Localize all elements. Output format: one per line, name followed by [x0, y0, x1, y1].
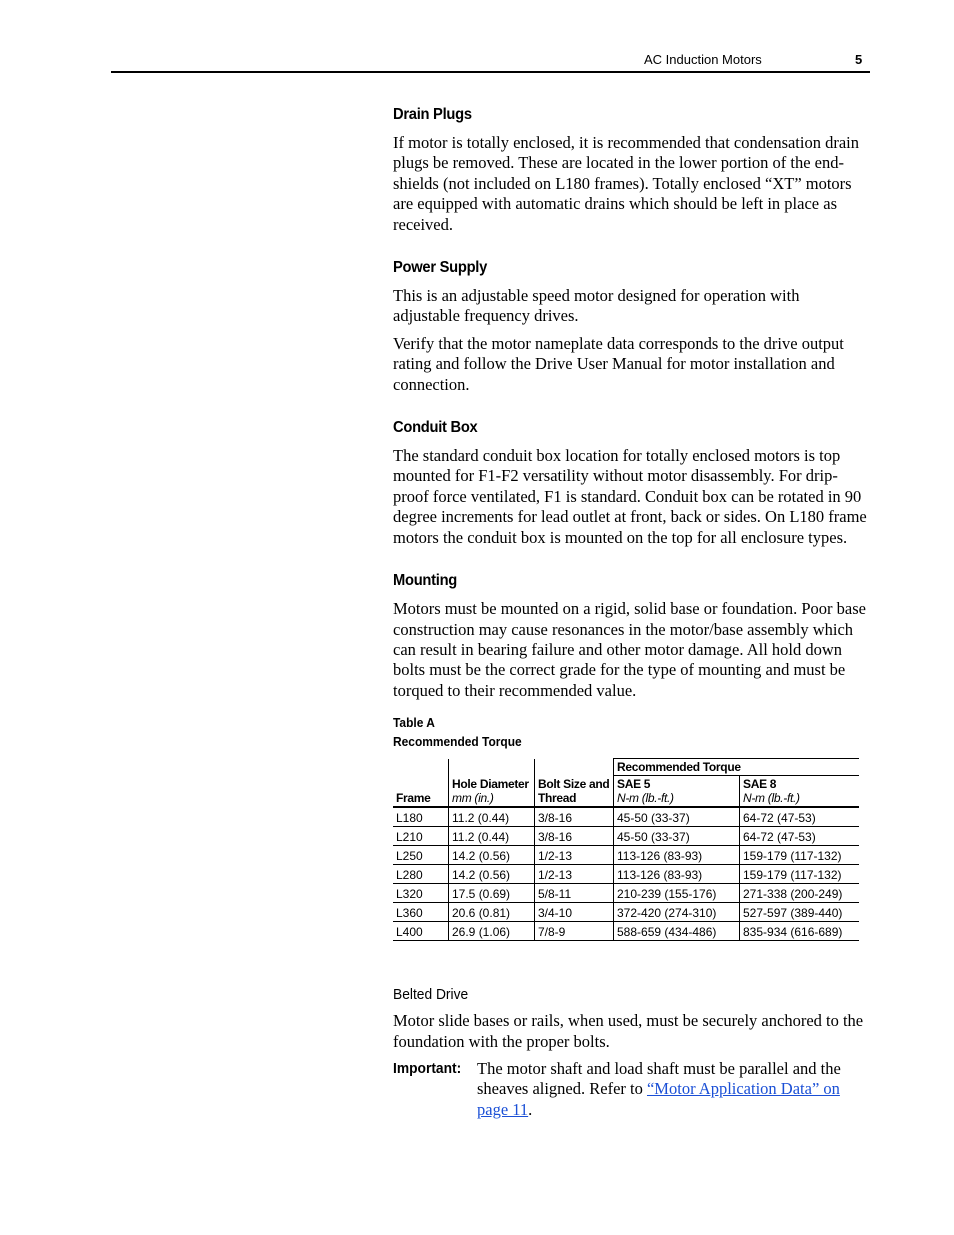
belted-drive-heading: Belted Drive — [393, 986, 469, 1004]
cell-sae8: 527-597 (389-440) — [740, 903, 860, 922]
cell-frame: L400 — [393, 922, 449, 941]
table-row — [393, 922, 859, 941]
important-label: Important: — [393, 1059, 462, 1077]
cell-sae5: 45-50 (33-37) — [614, 807, 740, 827]
cell-frame: L280 — [393, 865, 449, 884]
page-number: 5 — [855, 52, 863, 67]
table-row — [393, 865, 859, 884]
cell-sae5: 372-420 (274-310) — [614, 903, 740, 922]
cell-sae5: 113-126 (83-93) — [614, 846, 740, 865]
table-label: Table A — [393, 715, 435, 731]
col-header-frame: Frame — [393, 759, 449, 808]
cell-bolt-size: 5/8-11 — [535, 884, 614, 903]
section-paragraph: Motors must be mounted on a rigid, solid base or foundation. Poor base construction may cause resonances in the motor/base assembly which can result in bearing failure and other motor damage. All hold down bolts must be the correct grade for the type of mounting and must be torqued to their recommended value. — [393, 599, 866, 700]
section-paragraph: Verify that the motor nameplate data corresponds to the drive output rating and follow the Drive User Manual for motor installation and connection. — [393, 333, 844, 394]
cell-bolt-size: 1/2-13 — [535, 865, 614, 884]
section-conduit-box — [393, 419, 868, 548]
col-header-bolt-size: Bolt Size and Thread — [535, 759, 614, 808]
cell-sae8: 64-72 (47-53) — [740, 807, 860, 827]
table-row — [393, 827, 859, 846]
running-header-title: AC Induction Motors — [644, 52, 762, 67]
section-paragraph: If motor is totally enclosed, it is recommended that condensation drain plugs be removed. These are located in the lower portion of the end-shields (not included on L180 frames). Totally enclosed “XT” motors are equipped with automatic drains which should be left in place as received. — [393, 133, 860, 234]
cell-frame: L210 — [393, 827, 449, 846]
cell-frame: L320 — [393, 884, 449, 903]
cell-bolt-size: 3/8-16 — [535, 807, 614, 827]
cell-hole-diameter: 20.6 (0.81) — [449, 903, 535, 922]
table-row — [393, 884, 859, 903]
cell-hole-diameter: 14.2 (0.56) — [449, 865, 535, 884]
section-mounting — [393, 572, 868, 701]
cell-sae5: 113-126 (83-93) — [614, 865, 740, 884]
motor-application-data-link[interactable]: “Motor Application Data” on page 11 — [477, 1079, 840, 1119]
hole-diameter-unit: mm (in.) — [452, 791, 494, 806]
cell-sae5: 45-50 (33-37) — [614, 827, 740, 846]
col-header-sae5: SAE 5 N-m (lb.-ft.) — [614, 776, 740, 808]
cell-bolt-size: 7/8-9 — [535, 922, 614, 941]
cell-hole-diameter: 11.2 (0.44) — [449, 807, 535, 827]
recommended-torque-table — [393, 758, 859, 941]
col-header-sae8: SAE 8 N-m (lb.-ft.) — [740, 776, 860, 808]
cell-bolt-size: 1/2-13 — [535, 846, 614, 865]
cell-hole-diameter: 14.2 (0.56) — [449, 846, 535, 865]
cell-hole-diameter: 11.2 (0.44) — [449, 827, 535, 846]
cell-bolt-size: 3/8-16 — [535, 827, 614, 846]
section-power-supply — [393, 259, 868, 395]
table-row — [393, 903, 859, 922]
section-paragraph: This is an adjustable speed motor designed for operation with adjustable frequency drives. — [393, 286, 800, 326]
cell-sae5: 210-239 (155-176) — [614, 884, 740, 903]
table-row — [393, 846, 859, 865]
table-title: Recommended Torque — [393, 734, 522, 750]
cell-hole-diameter: 26.9 (1.06) — [449, 922, 535, 941]
main-content — [393, 106, 868, 1127]
section-paragraph: The standard conduit box location for totally enclosed motors is top mounted for F1-F2 versatility without motor disassembly. For drip-proof force ventilated, F1 is standard. Conduit box can be rotated in 90 degree increments for lead outlet at front, back or sides. On L180 frame motors the conduit box is mounted on the top for all enclosure types. — [393, 446, 867, 547]
section-heading: Power Supply — [393, 259, 488, 277]
group-header-recommended-torque: Recommended Torque — [614, 759, 860, 776]
cell-sae8: 159-179 (117-132) — [740, 846, 860, 865]
cell-sae8: 159-179 (117-132) — [740, 865, 860, 884]
cell-sae8: 271-338 (200-249) — [740, 884, 860, 903]
section-heading: Drain Plugs — [393, 106, 472, 123]
cell-frame: L360 — [393, 903, 449, 922]
belted-drive-paragraph: Motor slide bases or rails, when used, must be securely anchored to the foundation with the proper bolts. — [393, 1011, 864, 1051]
cell-sae5: 588-659 (434-486) — [614, 922, 740, 941]
cell-sae8: 835-934 (616-689) — [740, 922, 860, 941]
cell-sae8: 64-72 (47-53) — [740, 827, 860, 846]
cell-frame: L180 — [393, 807, 449, 827]
sae8-unit: N-m (lb.-ft.) — [743, 791, 800, 806]
important-note — [393, 1059, 868, 1127]
section-heading: Conduit Box — [393, 419, 478, 437]
table-row — [393, 807, 859, 827]
section-drain-plugs — [393, 106, 868, 235]
col-header-hole-diameter: Hole Diameter mm (in.) — [449, 759, 535, 808]
cell-frame: L250 — [393, 846, 449, 865]
important-text: The motor shaft and load shaft must be parallel and the sheaves aligned. Refer to “Motor Application Data” on page 11. — [477, 1058, 841, 1119]
table-caption — [393, 713, 830, 751]
header-rule — [111, 71, 870, 73]
cell-bolt-size: 3/4-10 — [535, 903, 614, 922]
section-heading: Mounting — [393, 572, 458, 590]
sae5-unit: N-m (lb.-ft.) — [617, 791, 674, 806]
cell-hole-diameter: 17.5 (0.69) — [449, 884, 535, 903]
